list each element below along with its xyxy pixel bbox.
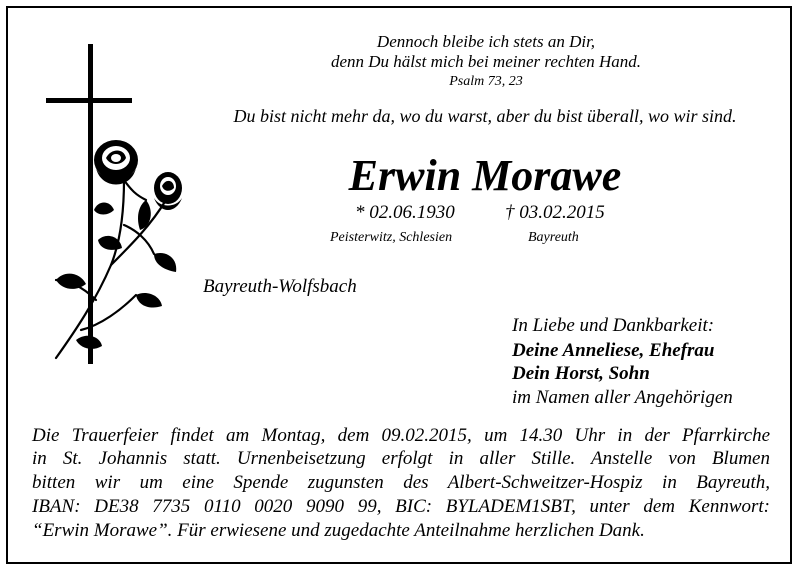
residence-location: Bayreuth-Wolfsbach [203, 276, 357, 297]
service-text-line: Die Trauerfeier findet am Montag, dem 09.02.2015, um 14.30 Uhr in der Pfarrkirche [32, 425, 770, 446]
psalm-line-1: Dennoch bleibe ich stets an Dir, [376, 32, 596, 51]
service-text-line: in St. Johannis statt. Urnenbeisetzung erfolgt in aller Stille. Anstelle von Blumen [32, 448, 770, 469]
service-text-line: bitten wir um eine Spende zugunsten des Albert-Schweitzer-Hospiz in Bayreuth, [32, 472, 770, 493]
death-date: † 03.02.2015 [505, 202, 605, 223]
motto-text: Du bist nicht mehr da, wo du warst, aber du bist überall, wo wir sind. [233, 106, 737, 126]
psalm-line-2: denn Du hälst mich bei meiner rechten Hand. [330, 52, 642, 71]
mourner-son: Dein Horst, Sohn [512, 363, 650, 384]
mourner-wife: Deine Anneliese, Ehefrau [512, 340, 715, 361]
service-text-line: IBAN: DE38 7735 0110 0020 9090 99, BIC: BYLADEM1SBT, unter dem Kennwort: [32, 496, 770, 517]
service-text-line: “Erwin Morawe”. Für erwiesene und zugedachte Anteilnahme herzlichen Dank. [32, 520, 645, 541]
cross-with-roses-icon [36, 40, 196, 370]
psalm-reference: Psalm 73, 23 [449, 74, 523, 89]
mourners-relatives: im Namen aller Angehörigen [512, 387, 733, 408]
deceased-name: Erwin Morawe [348, 151, 622, 200]
birth-date: * 02.06.1930 [355, 202, 455, 223]
death-place: Bayreuth [528, 230, 579, 245]
birth-place: Peisterwitz, Schlesien [330, 230, 453, 245]
cross-icon [46, 44, 132, 364]
mourners-intro: In Liebe und Dankbarkeit: [512, 315, 715, 336]
